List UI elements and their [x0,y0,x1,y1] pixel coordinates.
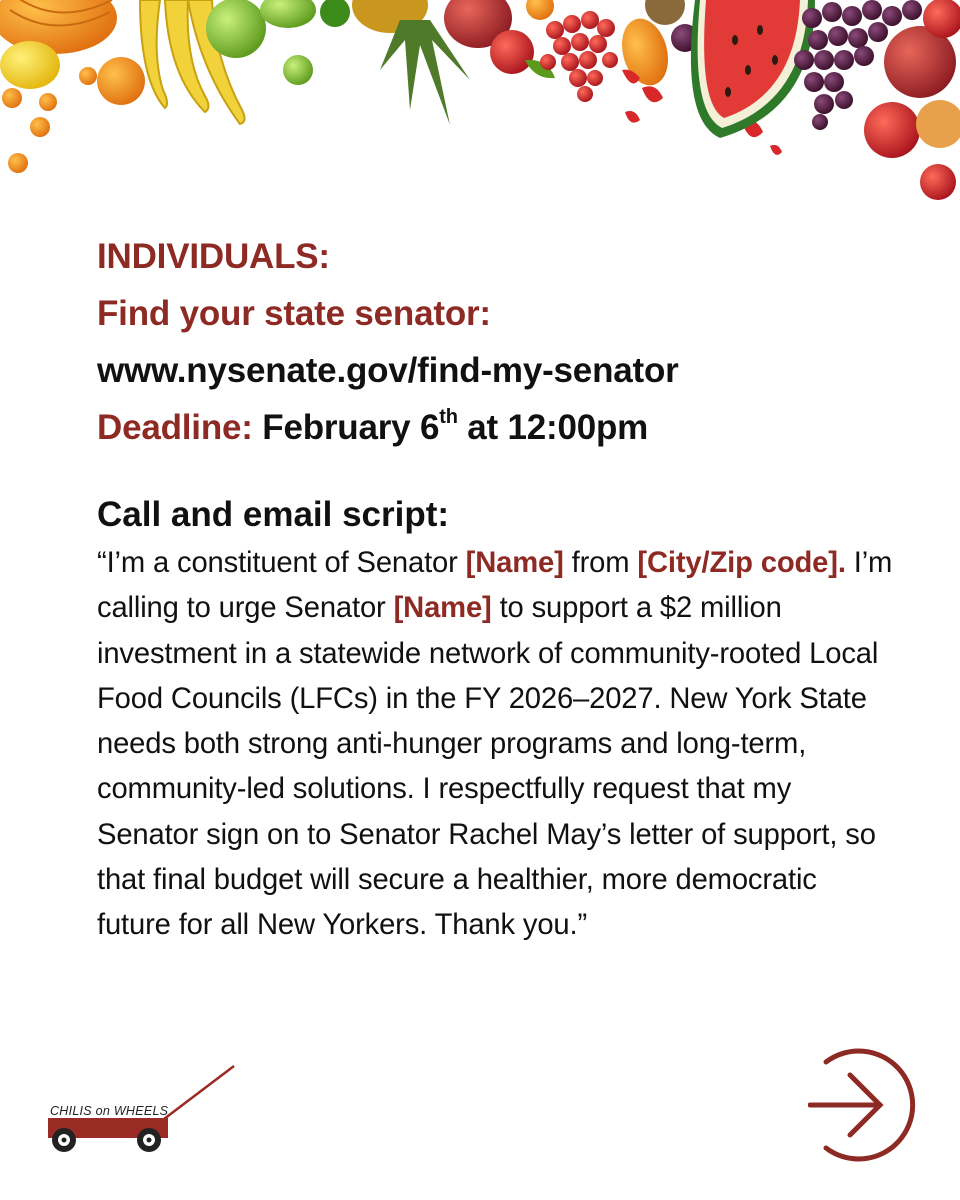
green-apple-icon [206,0,266,58]
fruit-banner [0,0,960,210]
deadline-date: February 6th at 12:00pm [262,406,649,447]
city-zip-placeholder: [City/Zip code]. [637,547,846,579]
script-body: “I’m a constituent of Senator [Name] from [City/Zip code]. I’m calling to urge Senator [Name] to support a $2 million investment in a statewide network of community-rooted Local Food Councils (LFCs) in the FY 2026–2027. New York State needs both strong anti-hunger programs and long-term, community-led solutions. I respectfully request that my Senator sign on to Senator Rachel May’s letter of support, so that final budget will secure a healthier, more democratic future for all New Yorkers. Thank you.” [97,547,893,942]
coconut-icon [645,0,685,25]
next-arrow-button[interactable] [808,1042,920,1168]
lemon-icon [0,41,60,89]
logo-text: CHILIS on WHEELS [50,1104,168,1118]
orange-icon [97,57,145,105]
name-placeholder: [Name] [465,547,564,579]
name-placeholder: [Name] [393,592,492,625]
chilis-on-wheels-logo [44,1062,244,1162]
deadline-line [97,399,897,456]
apple-icon [490,30,534,74]
red-grapes-icon [540,11,618,102]
script-title: Call and email script: [97,495,450,534]
senator-url-link[interactable]: www.nysenate.gov/find-my-senator [97,351,679,390]
individuals-heading: INDIVIDUALS: [97,237,330,276]
find-senator-heading: Find your state senator: [97,294,491,333]
deadline-label: Deadline: [97,408,253,447]
main-content [97,228,897,949]
watermelon-icon [691,0,815,138]
deadline-date-suffix: th [439,406,458,429]
arrow-right-circle-icon [810,1051,913,1159]
